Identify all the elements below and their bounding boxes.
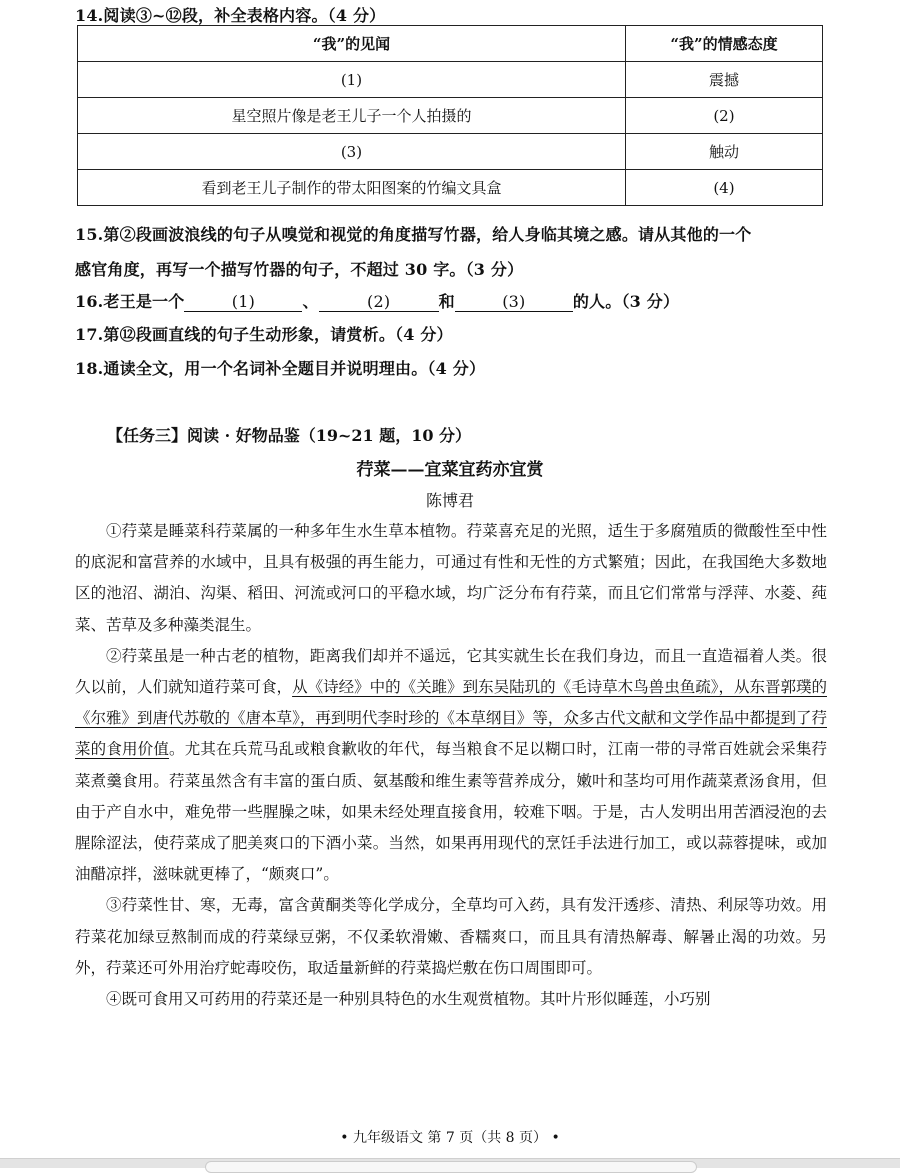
paragraph-4: ④既可食用又可药用的荇菜还是一种别具特色的水生观赏植物。其叶片形似睡莲，小巧别 [106, 990, 711, 1009]
article-title: 荇菜——宜菜宜药亦宜赏 [356, 460, 544, 480]
question-16-prefix: 16.老王是一个 [75, 292, 185, 311]
question-16-separator: 、 [302, 292, 319, 311]
paragraph-2-rest: 。尤其在兵荒马乱或粮食歉收的年代，每当粮食不足以糊口时，江南一带的寻常百姓就会采集荇菜煮羹食用。荇菜虽然含有丰富的蛋白质、氨基酸和维生素等营养成分，嫩叶和茎均可用作蔬菜煮汤食用，但由于产自水中，难免带一些腥臊之味，如果未经处理直接食用，较难下咽。于是，古人发明出用苦酒浸泡的去腥除涩法，使荇菜成了肥美爽口的下酒小菜。当然，如果再用现代的烹饪手法进行加工，或以蒜蓉提味，或加油醋凉拌，滋味就更棒了，“颇爽口”。 [75, 740, 827, 884]
table-cell: (2) [625, 98, 822, 134]
table-row [78, 62, 823, 98]
table-row [78, 98, 823, 134]
table-cell: 星空照片像是老王儿子一个人拍摄的 [78, 98, 626, 134]
paragraph-2-intro: ②荇菜虽是一种古老的植物，距离我们却并不遥远，它其实就生长在我们身边，而且一直造福着人类。很久以前，人们就知道荇菜可食， [75, 646, 827, 697]
question-15-line-1: 15.第②段画波浪线的句子从嗅觉和视觉的角度描写竹器，给人身临其境之感。请从其他的一个 [75, 225, 752, 244]
question-16-separator: 和 [438, 292, 455, 311]
table-row [78, 134, 823, 170]
table-header-cell: “我”的见闻 [78, 26, 626, 62]
article-body [75, 516, 827, 1015]
question-15-line-2: 感官角度，再写一个描写竹器的句子，不超过 30 字。（3 分） [75, 260, 524, 279]
table-cell: 震撼 [625, 62, 822, 98]
question-16 [75, 289, 679, 312]
table-cell: 触动 [625, 134, 822, 170]
question-16-suffix: 的人。（3 分） [572, 292, 680, 311]
paragraph-2 [75, 641, 827, 891]
article-author: 陈博君 [425, 491, 474, 510]
table-row [78, 170, 823, 206]
answer-table [77, 25, 823, 206]
table-cell: (3) [78, 134, 626, 170]
scroll-handle[interactable] [205, 1161, 697, 1173]
question-17: 17.第⑫段画直线的句子生动形象，请赏析。（4 分） [75, 325, 453, 344]
question-18: 18.通读全文，用一个名词补全题目并说明理由。（4 分） [75, 359, 486, 378]
table-cell: (4) [625, 170, 822, 206]
answer-blank-3: (3) [455, 292, 573, 312]
answer-blank-2: (2) [319, 292, 439, 312]
answer-blank-1: (1) [184, 292, 302, 312]
table-cell: 看到老王儿子制作的带太阳图案的竹编文具盒 [78, 170, 626, 206]
task-3-heading: 【任务三】阅读 · 好物品鉴（19~21 题，10 分） [107, 426, 472, 445]
table-header-cell: “我”的情感态度 [625, 26, 822, 62]
question-14: 14.阅读③~⑫段，补全表格内容。（4 分） [75, 6, 386, 25]
page-footer: • 九年级语文 第 7 页（共 8 页） • [340, 1130, 560, 1146]
table-cell: (1) [78, 62, 626, 98]
paragraph-1: ①荇菜是睡菜科荇菜属的一种多年生水生草本植物。荇菜喜充足的光照，适生于多腐殖质的微酸性至中性的底泥和富营养的水域中，且具有极强的再生能力，可通过有性和无性的方式繁殖；因此，在我国绝大多数地区的池沼、湖泊、沟渠、稻田、河流或河口的平稳水域，均广泛分布有荇菜，而且它们常常与浮萍、水菱、莼菜、苦草及多种藻类混生。 [75, 522, 827, 634]
paragraph-3: ③荇菜性甘、寒，无毒，富含黄酮类等化学成分，全草均可入药，具有发汗透疹、清热、利尿等功效。用荇菜花加绿豆熬制而成的荇菜绿豆粥，不仅柔软滑嫩、香糯爽口，而且具有清热解毒、解暑止渴的功效。另外，荇菜还可外用治疗蛇毒咬伤，取适量新鲜的荇菜捣烂敷在伤口周围即可。 [75, 896, 827, 977]
table-header-row [78, 26, 823, 62]
underlined-sentence: 从《诗经》中的《关雎》到东吴陆玑的《毛诗草木鸟兽虫鱼疏》，从东晋郭璞的《尔雅》到唐代苏敬的《唐本草》，再到明代李时珍的《本草纲目》等，众多古代文献和文学作品中都提到了荇菜的食用价值 [75, 678, 827, 759]
